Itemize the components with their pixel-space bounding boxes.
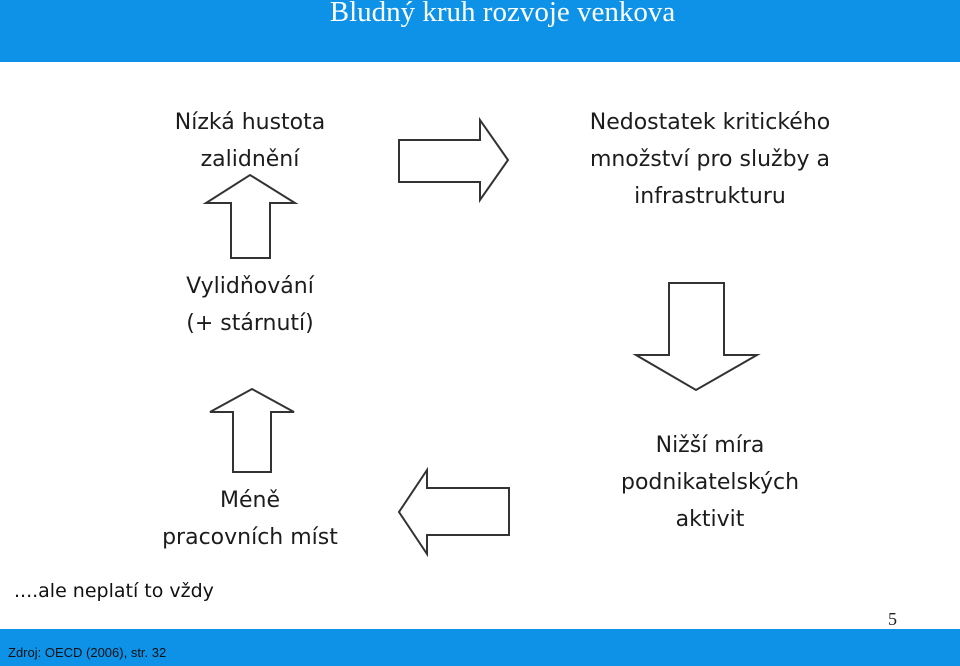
node-depopulation-line-1: Vylidňování: [186, 274, 314, 299]
arrow-up-bottom: [210, 389, 294, 472]
node-lack-critical-mass-line-3: infrastrukturu: [634, 184, 786, 209]
slide-title: Bludný kruh rozvoje venkova: [329, 0, 676, 28]
node-lower-business-line-3: aktivit: [675, 507, 745, 532]
slide-number: 5: [888, 609, 897, 629]
node-lack-critical-mass-line-1: Nedostatek kritického: [589, 110, 831, 135]
arrow-left: [399, 470, 509, 554]
arrow-right: [399, 120, 508, 200]
caveat-note: ....ale neplatí to vždy: [14, 580, 214, 602]
node-lack-critical-mass-line-2: množství pro služby a: [589, 147, 831, 172]
node-depopulation-line-2: (+ stárnutí): [186, 311, 314, 336]
node-lower-business-line-2: podnikatelských: [620, 470, 800, 495]
source-citation: Zdroj: OECD (2006), str. 32: [8, 645, 167, 660]
node-fewer-jobs-line-1: Méně: [220, 488, 280, 513]
node-low-density-line-2: zalidnění: [200, 147, 300, 172]
node-lower-business-line-1: Nižší míra: [655, 433, 765, 458]
node-low-density-line-1: Nízká hustota: [174, 110, 326, 135]
node-fewer-jobs-line-2: pracovních míst: [162, 525, 338, 550]
arrow-up-top: [206, 175, 295, 258]
arrow-down: [636, 283, 757, 390]
